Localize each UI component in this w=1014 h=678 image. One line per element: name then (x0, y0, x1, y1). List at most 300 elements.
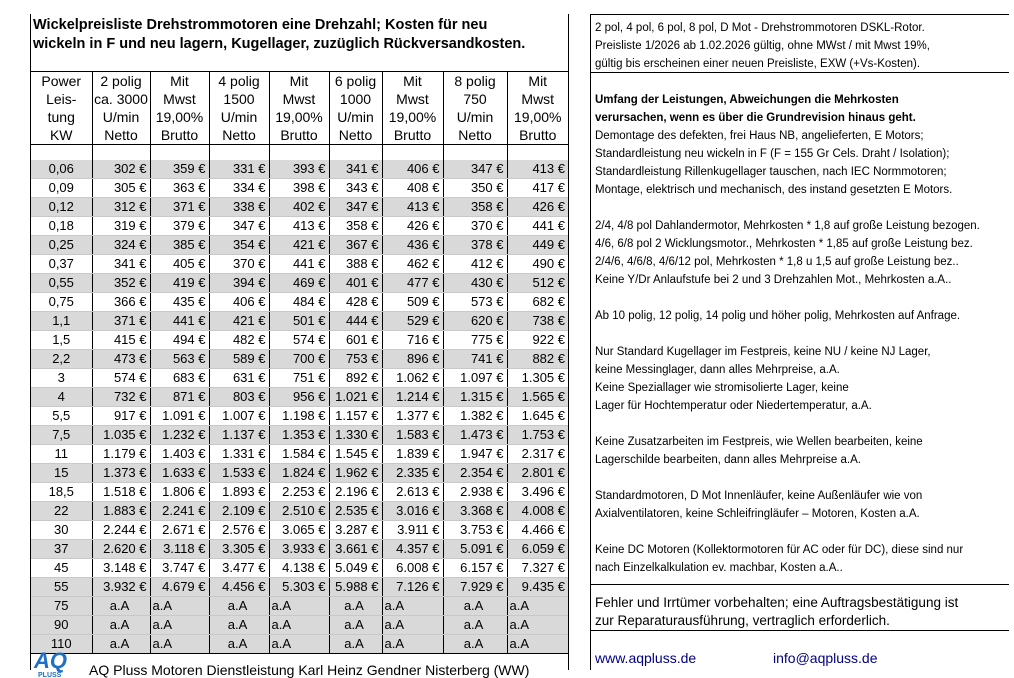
price-cell: 3.287 € (329, 521, 382, 540)
price-cell: 341 € (329, 160, 382, 179)
power-cell: 90 (31, 616, 92, 635)
price-cell: 738 € (507, 312, 568, 331)
price-cell: 462 € (382, 255, 443, 274)
header-cell: 19,00% (514, 109, 562, 125)
price-cell: 363 € (150, 179, 209, 198)
header-cell: Netto (443, 126, 507, 145)
price-cell: 3.148 € (92, 559, 150, 578)
price-cell: 956 € (269, 388, 329, 407)
table-row (31, 293, 568, 312)
price-cell: 529 € (382, 312, 443, 331)
header-cell: ca. 3000 (92, 90, 150, 108)
power-cell: 22 (31, 502, 92, 521)
pole-line: 2/4, 4/8 pol Dahlandermotor, Mehrkosten * 1,8 auf große Leistung bezogen. (595, 220, 980, 232)
header-cell: KW (31, 126, 92, 145)
header-cell: 8 polig (443, 72, 507, 91)
website-link[interactable]: www.aqpluss.de (595, 650, 697, 666)
price-cell: 302 € (92, 160, 150, 179)
price-cell: 1.403 € (150, 445, 209, 464)
notes-panel (590, 14, 1009, 670)
header-cell: 19,00% (269, 108, 329, 126)
header-cell: 1000 (329, 90, 382, 108)
price-cell: 412 € (443, 255, 507, 274)
price-cell: 393 € (269, 160, 329, 179)
price-cell: 1.753 € (507, 426, 568, 445)
price-cell: 896 € (382, 350, 443, 369)
price-cell: 601 € (329, 331, 382, 350)
price-cell: 394 € (209, 274, 269, 293)
power-cell: 15 (31, 464, 92, 483)
power-cell: 11 (31, 445, 92, 464)
price-cell: 1.137 € (209, 426, 269, 445)
price-cell: 2.109 € (209, 502, 269, 521)
power-cell: 7,5 (31, 426, 92, 445)
price-cell: 4.357 € (382, 540, 443, 559)
price-cell: 2.613 € (382, 483, 443, 502)
price-cell: 347 € (329, 198, 382, 217)
price-cell: 359 € (150, 160, 209, 179)
price-cell: 1.315 € (443, 388, 507, 407)
header-cell: 6 polig (329, 72, 382, 91)
price-cell: 378 € (443, 236, 507, 255)
header-cell: Brutto (507, 126, 568, 145)
power-cell: 0,25 (31, 236, 92, 255)
price-cell: 2.317 € (507, 445, 568, 464)
price-cell: a.A (269, 616, 329, 635)
table-row (31, 426, 568, 445)
price-cell: 426 € (382, 217, 443, 236)
price-cell: a.A (150, 616, 209, 635)
price-cell: 3.933 € (269, 540, 329, 559)
price-cell: a.A (150, 635, 209, 654)
price-cell: 5.049 € (329, 559, 382, 578)
price-cell: 312 € (92, 198, 150, 217)
header-cell: Mit (528, 73, 548, 89)
price-cell: 1.947 € (443, 445, 507, 464)
table-row (31, 578, 568, 597)
scope-line: Standardleistung neu wickeln in F (F = 155 Gr Cels. Draht / Isolation); (595, 148, 950, 160)
standard-line: Standardmotoren, D Mot Innenläufer, keine Außenläufer wie von (595, 490, 923, 502)
sheet-title (33, 16, 566, 54)
price-cell: a.A (382, 597, 443, 616)
price-cell: a.A (209, 597, 269, 616)
price-cell: 1.962 € (329, 464, 382, 483)
price-cell: a.A (92, 597, 150, 616)
header-cell: Power (31, 72, 92, 91)
price-cell: 413 € (269, 217, 329, 236)
price-cell: a.A (92, 616, 150, 635)
header-cell: 1500 (209, 90, 269, 108)
scope-line: Montage, elektrisch und mechanisch, des instand gesetzten E Motors. (595, 184, 953, 196)
price-cell: 469 € (269, 274, 329, 293)
price-cell: 6.059 € (507, 540, 568, 559)
price-cell: a.A (382, 616, 443, 635)
extra-work-line: Lagerschilde bearbeiten, dann alles Mehrpreise a.A. (595, 454, 861, 466)
price-cell: 347 € (443, 160, 507, 179)
price-cell: 1.533 € (209, 464, 269, 483)
price-cell: 401 € (329, 274, 382, 293)
price-cell: 5.091 € (443, 540, 507, 559)
price-cell: 1.583 € (382, 426, 443, 445)
price-cell: a.A (150, 597, 209, 616)
price-cell: 2.335 € (382, 464, 443, 483)
price-cell: 1.565 € (507, 388, 568, 407)
header-cell: Brutto (150, 126, 209, 145)
scope-heading: verursachen, wenn es über die Grundrevision hinaus geht. (595, 112, 916, 124)
intro-line: Preisliste 1/2026 ab 1.02.2026 gültig, ohne MWst / mit Mwst 19%, (595, 40, 930, 52)
power-cell: 3 (31, 369, 92, 388)
price-cell: 334 € (209, 179, 269, 198)
price-table (31, 160, 568, 654)
table-row (31, 274, 568, 293)
price-cell: 3.932 € (92, 578, 150, 597)
bearing-line: keine Messinglager, dann alles Mehrpreise, a.A. (595, 364, 840, 376)
price-cell: 2.354 € (443, 464, 507, 483)
header-row (31, 108, 568, 126)
table-row (31, 179, 568, 198)
price-cell: a.A (329, 597, 382, 616)
bearing-line: Keine Speziallager wie stromisolierte Lager, keine (595, 382, 849, 394)
table-row (31, 388, 568, 407)
price-cell: 2.576 € (209, 521, 269, 540)
price-cell: 405 € (150, 255, 209, 274)
price-cell: 347 € (209, 217, 269, 236)
table-spacer (31, 142, 568, 161)
price-cell: 385 € (150, 236, 209, 255)
power-cell: 2,2 (31, 350, 92, 369)
bearing-line: Lager für Hochtemperatur oder Niedertemperatur, a.A. (595, 400, 872, 412)
price-cell: 4.679 € (150, 578, 209, 597)
price-cell: 370 € (209, 255, 269, 274)
header-cell: U/min (92, 108, 150, 126)
company-name: AQ Pluss Motoren Dienstleistung Karl Heinz Gendner Nisterberg (WW) (89, 662, 530, 678)
price-cell: 1.545 € (329, 445, 382, 464)
price-cell: 509 € (382, 293, 443, 312)
price-cell: 574 € (92, 369, 150, 388)
power-cell: 5,5 (31, 407, 92, 426)
price-cell: 436 € (382, 236, 443, 255)
header-cell: U/min (443, 108, 507, 126)
price-cell: 441 € (269, 255, 329, 274)
price-cell: 1.806 € (150, 483, 209, 502)
table-row (31, 369, 568, 388)
price-table-panel (30, 14, 569, 678)
power-cell: 0,55 (31, 274, 92, 293)
price-cell: 358 € (329, 217, 382, 236)
price-cell: 871 € (150, 388, 209, 407)
header-cell: U/min (329, 108, 382, 126)
price-cell: 1.584 € (269, 445, 329, 464)
price-cell: 366 € (92, 293, 150, 312)
price-cell: 343 € (329, 179, 382, 198)
email-link[interactable]: info@aqpluss.de (773, 650, 878, 666)
price-cell: 2.244 € (92, 521, 150, 540)
price-cell: 1.518 € (92, 483, 150, 502)
price-cell: a.A (443, 597, 507, 616)
price-cell: 350 € (443, 179, 507, 198)
header-cell: Mwst (150, 90, 209, 108)
price-cell: a.A (269, 635, 329, 654)
price-cell: 3.911 € (382, 521, 443, 540)
price-cell: 732 € (92, 388, 150, 407)
price-cell: 892 € (329, 369, 382, 388)
price-cell: 2.620 € (92, 540, 150, 559)
table-row (31, 217, 568, 236)
price-cell: 3.747 € (150, 559, 209, 578)
power-cell: 37 (31, 540, 92, 559)
price-cell: a.A (507, 635, 568, 654)
table-row (31, 160, 568, 179)
power-cell: 55 (31, 578, 92, 597)
price-cell: 1.839 € (382, 445, 443, 464)
svg-text:PLUSS: PLUSS (38, 672, 62, 678)
header-cell: Mwst (521, 91, 555, 107)
price-cell: 751 € (269, 369, 329, 388)
price-cell: 367 € (329, 236, 382, 255)
power-cell: 30 (31, 521, 92, 540)
table-row (31, 312, 568, 331)
header-cell: Netto (92, 126, 150, 145)
price-cell: 5.303 € (269, 578, 329, 597)
table-row (31, 521, 568, 540)
price-cell: 775 € (443, 331, 507, 350)
aq-pluss-logo-icon (33, 646, 73, 678)
header-cell: Mwst (269, 90, 329, 108)
price-cell: 484 € (269, 293, 329, 312)
price-cell: 426 € (507, 198, 568, 217)
dc-line: Keine DC Motoren (Kollektormotoren für AC oder für DC), diese sind nur (595, 544, 964, 556)
power-cell: 1,1 (31, 312, 92, 331)
price-cell: 589 € (209, 350, 269, 369)
power-cell: 0,18 (31, 217, 92, 236)
table-row (31, 559, 568, 578)
price-cell: a.A (209, 635, 269, 654)
price-cell: a.A (443, 616, 507, 635)
price-cell: 882 € (507, 350, 568, 369)
price-cell: 682 € (507, 293, 568, 312)
sheet-footer (31, 640, 568, 678)
price-cell: 1.179 € (92, 445, 150, 464)
high-pole-note: Ab 10 polig, 12 polig, 14 polig und höher polig, Mehrkosten auf Anfrage. (595, 310, 961, 322)
price-cell: 402 € (269, 198, 329, 217)
header-cell: Netto (329, 126, 382, 145)
price-cell: 631 € (209, 369, 269, 388)
price-cell: 482 € (209, 331, 269, 350)
price-cell: 7.126 € (382, 578, 443, 597)
dc-line: nach Einzelkalkulation ev. machbar, Kosten a.A.. (595, 562, 843, 574)
price-cell: 4.008 € (507, 502, 568, 521)
price-cell: 441 € (150, 312, 209, 331)
price-cell: 358 € (443, 198, 507, 217)
price-cell: 415 € (92, 331, 150, 350)
price-cell: 435 € (150, 293, 209, 312)
bearing-line: Nur Standard Kugellager im Festpreis, keine NU / keine NJ Lager, (595, 346, 931, 358)
price-cell: 1.883 € (92, 502, 150, 521)
price-cell: a.A (507, 597, 568, 616)
power-cell: 0,06 (31, 160, 92, 179)
header-cell: 4 polig (209, 72, 269, 91)
price-cell: 700 € (269, 350, 329, 369)
price-cell: 1.633 € (150, 464, 209, 483)
price-cell: 501 € (269, 312, 329, 331)
power-cell: 0,09 (31, 179, 92, 198)
header-cell: Mit (150, 72, 209, 91)
price-cell: 473 € (92, 350, 150, 369)
price-cell: 419 € (150, 274, 209, 293)
scope-line: Demontage des defekten, frei Haus NB, angelieferten, E Motors; (595, 130, 924, 142)
price-cell: a.A (507, 616, 568, 635)
header-cell: 750 (443, 90, 507, 108)
price-cell: 477 € (382, 274, 443, 293)
header-cell: Netto (209, 126, 269, 145)
header-cell: Mwst (382, 90, 443, 108)
table-row (31, 616, 568, 635)
table-row (31, 198, 568, 217)
price-cell: 1.377 € (382, 407, 443, 426)
price-cell: 413 € (507, 160, 568, 179)
price-cell: 2.253 € (269, 483, 329, 502)
price-cell: 370 € (443, 217, 507, 236)
price-cell: 428 € (329, 293, 382, 312)
header-cell: Leis- (31, 90, 92, 108)
price-cell: 1.091 € (150, 407, 209, 426)
price-cell: 1.373 € (92, 464, 150, 483)
price-cell: 406 € (382, 160, 443, 179)
price-cell: a.A (209, 616, 269, 635)
power-cell: 45 (31, 559, 92, 578)
table-row (31, 236, 568, 255)
table-row (31, 502, 568, 521)
price-cell: 413 € (382, 198, 443, 217)
header-cell: Mit (382, 72, 443, 91)
price-cell: 1.062 € (382, 369, 443, 388)
price-cell: 3.753 € (443, 521, 507, 540)
price-cell: 2.535 € (329, 502, 382, 521)
title-line-2: wickeln in F und neu lagern, Kugellager, zuzüglich Rückversandkosten. (33, 36, 526, 52)
price-cell: 371 € (150, 198, 209, 217)
price-cell: 4.138 € (269, 559, 329, 578)
header-row (31, 90, 568, 108)
table-row (31, 445, 568, 464)
price-cell: 490 € (507, 255, 568, 274)
power-cell: 18,5 (31, 483, 92, 502)
standard-line: Axialventilatoren, keine Schleifringläufer – Motoren, Kosten a.A. (595, 508, 920, 520)
price-cell: 1.157 € (329, 407, 382, 426)
price-cell: 3.305 € (209, 540, 269, 559)
price-cell: 574 € (269, 331, 329, 350)
price-cell: 1.353 € (269, 426, 329, 445)
header-cell: 19,00% (150, 108, 209, 126)
price-cell: 1.035 € (92, 426, 150, 445)
price-cell: 1.473 € (443, 426, 507, 445)
table-row (31, 407, 568, 426)
price-cell: a.A (329, 616, 382, 635)
price-cell: 1.021 € (329, 388, 382, 407)
header-cell: 2 polig (92, 72, 150, 91)
price-cell: 917 € (92, 407, 150, 426)
price-cell: 417 € (507, 179, 568, 198)
svg-text:AQ: AQ (34, 648, 67, 673)
price-cell: a.A (382, 635, 443, 654)
price-cell: 2.938 € (443, 483, 507, 502)
power-cell: 1,5 (31, 331, 92, 350)
scope-heading: Umfang der Leistungen, Abweichungen die Mehrkosten (595, 94, 899, 106)
table-header (31, 71, 568, 145)
intro-line: gültig bis erscheinen einer neuen Preisliste, EXW (+Vs-Kosten). (595, 58, 921, 70)
price-cell: 3.477 € (209, 559, 269, 578)
price-cell: a.A (92, 635, 150, 654)
pole-line: 2/4/6, 4/6/8, 4/6/12 pol, Mehrkosten * 1,8 u 1,5 auf große Leistung bez.. (595, 256, 959, 268)
price-cell: 3.661 € (329, 540, 382, 559)
price-cell: 1.331 € (209, 445, 269, 464)
pole-line: Keine Y/Dr Anlaufstufe bei 2 und 3 Drehzahlen Mot., Mehrkosten a.A.. (595, 274, 952, 286)
price-cell: 512 € (507, 274, 568, 293)
price-cell: 2.241 € (150, 502, 209, 521)
price-cell: 494 € (150, 331, 209, 350)
price-cell: 573 € (443, 293, 507, 312)
price-cell: 5.988 € (329, 578, 382, 597)
price-cell: 3.496 € (507, 483, 568, 502)
price-cell: 6.157 € (443, 559, 507, 578)
price-cell: 3.118 € (150, 540, 209, 559)
price-cell: 2.671 € (150, 521, 209, 540)
price-cell: 7.929 € (443, 578, 507, 597)
price-cell: 1.645 € (507, 407, 568, 426)
intro-line: 2 pol, 4 pol, 6 pol, 8 pol, D Mot - Drehstrommotoren DSKL-Rotor. (595, 22, 925, 34)
pole-line: 4/6, 6/8 pol 2 Wicklungsmotor., Mehrkosten * 1,85 auf große Leistung bez. (595, 238, 973, 250)
header-cell: Brutto (269, 126, 329, 145)
table-row (31, 331, 568, 350)
price-cell: 1.232 € (150, 426, 209, 445)
price-cell: a.A (443, 635, 507, 654)
price-cell: 354 € (209, 236, 269, 255)
price-cell: 3.368 € (443, 502, 507, 521)
table-row (31, 597, 568, 616)
price-cell: 1.893 € (209, 483, 269, 502)
power-cell: 110 (31, 635, 92, 654)
price-cell: 398 € (269, 179, 329, 198)
disclaimer-line: Fehler und Irrtümer vorbehalten; eine Auftragsbestätigung ist (595, 595, 959, 610)
disclaimer-line: zur Reparaturausführung, vertraglich erforderlich. (595, 613, 890, 628)
power-cell: 0,75 (31, 293, 92, 312)
header-row (31, 72, 568, 91)
title-line-1: Wickelpreisliste Drehstrommotoren eine Drehzahl; Kosten für neu (33, 17, 488, 33)
header-cell: 19,00% (382, 108, 443, 126)
header-cell: tung (31, 108, 92, 126)
price-cell: 1.214 € (382, 388, 443, 407)
price-cell: 430 € (443, 274, 507, 293)
price-cell: 388 € (329, 255, 382, 274)
price-cell: 4.466 € (507, 521, 568, 540)
price-cell: 3.016 € (382, 502, 443, 521)
price-cell: 9.435 € (507, 578, 568, 597)
power-cell: 4 (31, 388, 92, 407)
price-cell: 352 € (92, 274, 150, 293)
price-cell: 1.198 € (269, 407, 329, 426)
header-cell: Brutto (382, 126, 443, 145)
power-cell: 0,37 (31, 255, 92, 274)
power-cell: 75 (31, 597, 92, 616)
price-cell: 421 € (209, 312, 269, 331)
price-cell: 563 € (150, 350, 209, 369)
price-cell: 1.382 € (443, 407, 507, 426)
price-cell: 6.008 € (382, 559, 443, 578)
price-cell: 4.456 € (209, 578, 269, 597)
price-cell: 620 € (443, 312, 507, 331)
price-cell: 1.330 € (329, 426, 382, 445)
table-row (31, 464, 568, 483)
table-row (31, 350, 568, 369)
